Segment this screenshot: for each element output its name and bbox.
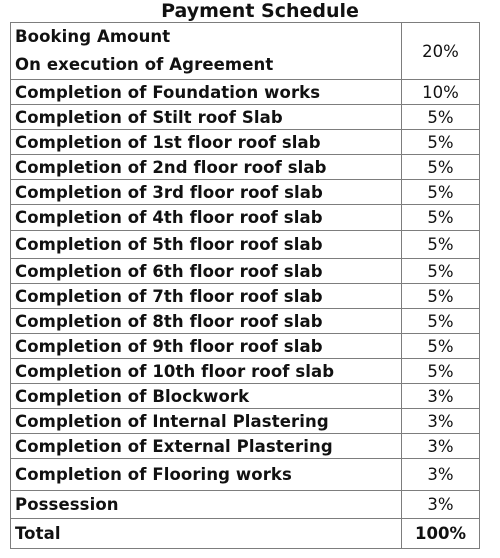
table-row [11,155,480,180]
payment-schedule-table [10,22,480,549]
row-label-line: On execution of Agreement [15,55,274,74]
table-row [11,105,480,130]
row-label: Completion of Internal Plastering [11,409,402,434]
row-label: Completion of Flooring works [11,459,402,491]
row-label: Completion of 6th floor roof slab [11,259,402,284]
table-row [11,284,480,309]
table-row [11,334,480,359]
row-value: 3% [402,459,480,491]
table-row [11,459,480,491]
total-value: 100% [402,519,480,549]
row-label: Completion of 9th floor roof slab [11,334,402,359]
table-row [11,434,480,459]
total-row [11,519,480,549]
row-label: Completion of 8th floor roof slab [11,309,402,334]
row-value: 5% [402,284,480,309]
row-label: Completion of 3rd floor roof slab [11,180,402,205]
row-value: 5% [402,334,480,359]
row-value: 10% [402,80,480,105]
row-label: Completion of Blockwork [11,384,402,409]
table-row [11,384,480,409]
table-row [11,409,480,434]
row-value: 20% [402,23,480,80]
row-label: Completion of 7th floor roof slab [11,284,402,309]
table-row [11,359,480,384]
row-value: 5% [402,259,480,284]
row-label: Completion of 5th floor roof slab [11,231,402,259]
row-label: Completion of Stilt roof Slab [11,105,402,130]
table-row [11,80,480,105]
row-value: 5% [402,231,480,259]
row-label: Completion of 10th floor roof slab [11,359,402,384]
row-value: 5% [402,155,480,180]
row-value: 5% [402,105,480,130]
row-value: 5% [402,309,480,334]
row-value: 3% [402,384,480,409]
row-label: Possession [11,491,402,519]
row-label: Completion of Foundation works [11,80,402,105]
row-value: 5% [402,180,480,205]
row-value: 3% [402,491,480,519]
row-label [11,23,402,80]
row-value: 3% [402,409,480,434]
table-row [11,180,480,205]
table-row [11,259,480,284]
table-row [11,23,480,80]
row-value: 3% [402,434,480,459]
row-label: Completion of External Plastering [11,434,402,459]
table-row [11,231,480,259]
row-label: Completion of 2nd floor roof slab [11,155,402,180]
row-value: 5% [402,205,480,231]
table-row [11,309,480,334]
table-row [11,491,480,519]
row-value: 5% [402,359,480,384]
table-row [11,130,480,155]
row-value: 5% [402,130,480,155]
row-label-line: Booking Amount [15,27,171,46]
total-label: Total [11,519,402,549]
row-label: Completion of 4th floor roof slab [11,205,402,231]
schedule-title: Payment Schedule [161,0,359,22]
table-row [11,205,480,231]
row-label: Completion of 1st floor roof slab [11,130,402,155]
